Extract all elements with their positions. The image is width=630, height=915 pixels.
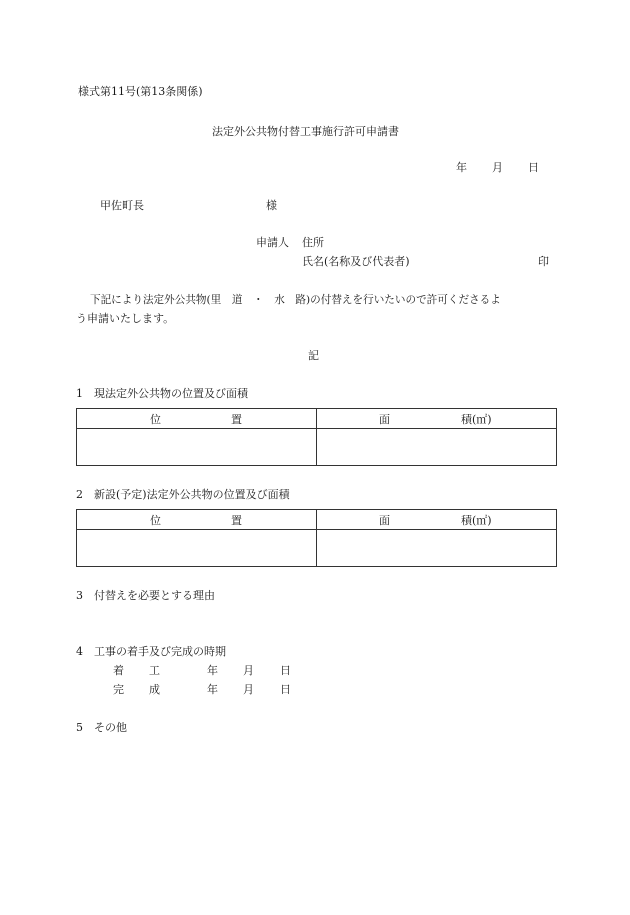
date-month-label: 月 xyxy=(492,161,503,174)
start-year-label: 年 xyxy=(207,664,218,677)
seal-mark: 印 xyxy=(538,255,549,268)
area-cell[interactable] xyxy=(317,429,557,466)
header-area-char2: 積(㎡) xyxy=(461,413,492,426)
table-header-row xyxy=(77,409,557,429)
applicant-label: 申請人 xyxy=(256,236,289,249)
form-number: 様式第11号(第13条関係) xyxy=(78,85,203,98)
document-title: 法定外公共物付替工事施行許可申請書 xyxy=(212,125,399,138)
start-day-label: 日 xyxy=(280,664,291,677)
position-cell[interactable] xyxy=(77,429,317,466)
section-5-title: 5 その他 xyxy=(76,721,127,734)
header-position-char1: 位 xyxy=(150,413,161,426)
area-cell[interactable] xyxy=(317,530,557,567)
section-1-title: 1 現法定外公共物の位置及び面積 xyxy=(76,387,248,400)
completion-year-label: 年 xyxy=(207,683,218,696)
completion-month-label: 月 xyxy=(243,683,254,696)
table-row xyxy=(77,530,557,567)
section-2-table xyxy=(76,509,557,567)
section-4-title: 4 工事の着手及び完成の時期 xyxy=(76,645,226,658)
body-text-line2: う申請いたします。 xyxy=(76,312,175,325)
applicant-address-label: 住所 xyxy=(302,236,324,249)
header-area-char1: 面 xyxy=(379,514,390,527)
section-1-table xyxy=(76,408,557,466)
start-label-char1: 着 xyxy=(113,664,124,677)
header-area-char1: 面 xyxy=(379,413,390,426)
header-area xyxy=(317,409,557,429)
body-text-line1: 下記により法定外公共物(里 道 ・ 水 路)の付替えを行いたいので許可くださるよ xyxy=(90,294,501,306)
start-label-char2: 工 xyxy=(149,664,160,677)
date-day-label: 日 xyxy=(528,161,539,174)
section-2-title: 2 新設(予定)法定外公共物の位置及び面積 xyxy=(76,488,290,501)
applicant-name-label: 氏名(名称及び代表者) xyxy=(302,255,410,268)
addressee-name: 甲佐町長 xyxy=(100,199,144,212)
header-position xyxy=(77,409,317,429)
header-position xyxy=(77,510,317,530)
header-position-char2: 置 xyxy=(231,413,242,426)
header-area-char2: 積(㎡) xyxy=(461,514,492,527)
completion-label-char2: 成 xyxy=(149,683,160,696)
completion-day-label: 日 xyxy=(280,683,291,696)
section-3-title: 3 付替えを必要とする理由 xyxy=(76,589,215,602)
completion-label-char1: 完 xyxy=(113,683,124,696)
position-cell[interactable] xyxy=(77,530,317,567)
addressee-honorific: 様 xyxy=(266,199,277,212)
header-position-char2: 置 xyxy=(231,514,242,527)
ki-heading: 記 xyxy=(308,349,319,362)
start-month-label: 月 xyxy=(243,664,254,677)
header-position-char1: 位 xyxy=(150,514,161,527)
date-year-label: 年 xyxy=(456,161,467,174)
header-area xyxy=(317,510,557,530)
table-row xyxy=(77,429,557,466)
table-header-row xyxy=(77,510,557,530)
